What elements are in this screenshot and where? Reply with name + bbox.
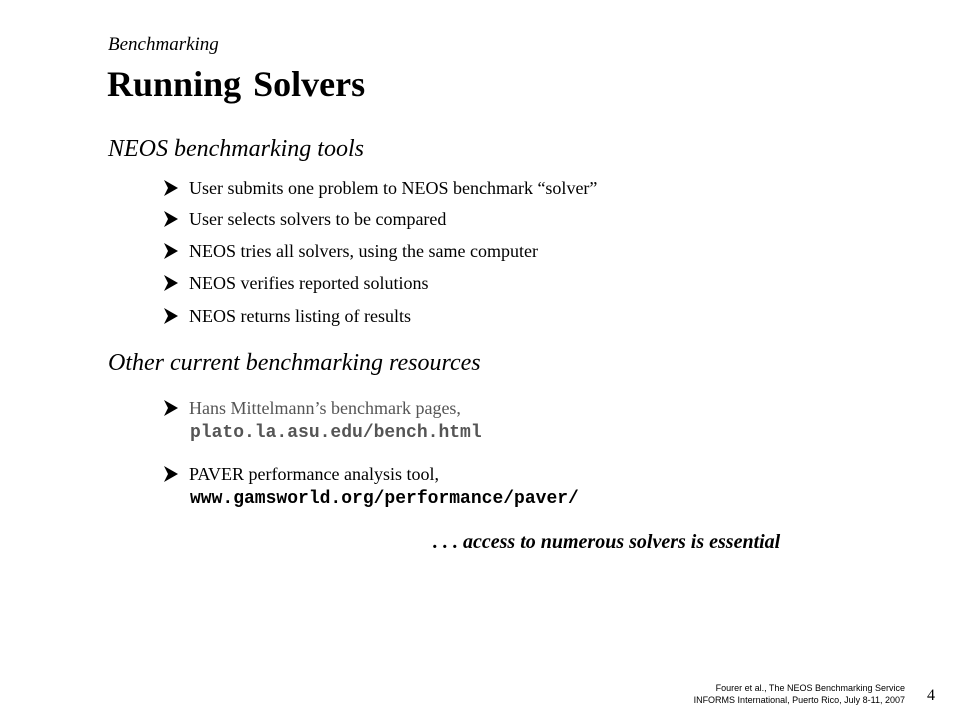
footer-citation [694, 682, 905, 706]
arrowhead-bullet-icon [163, 398, 179, 418]
bullet-text: NEOS tries all solvers, using the same computer [189, 241, 538, 261]
footer-line-1: Fourer et al., The NEOS Benchmarking Service [715, 683, 905, 693]
paver-link[interactable]: www.gamsworld.org/performance/paver/ [190, 489, 579, 509]
mittelmann-link[interactable]: plato.la.asu.edu/bench.html [190, 423, 482, 443]
slide-title: Running Solvers [107, 64, 366, 104]
arrowhead-bullet-icon [163, 306, 179, 326]
page-number: 4 [927, 687, 935, 704]
bullet-text: PAVER performance analysis tool, [189, 464, 439, 484]
arrowhead-bullet-icon [163, 178, 179, 198]
bullet-text: User selects solvers to be compared [189, 209, 447, 229]
section-heading-neos-tools: NEOS benchmarking tools [108, 136, 364, 162]
footer-line-2: INFORMS International, Puerto Rico, July 8-11, 2007 [693, 695, 905, 705]
bullet-text: Hans Mittelmann’s benchmark pages, [189, 398, 461, 418]
arrowhead-bullet-icon [163, 241, 179, 261]
slide-subtitle: Benchmarking [108, 34, 219, 55]
section-heading-other-resources: Other current benchmarking resources [108, 350, 481, 376]
arrowhead-bullet-icon [163, 273, 179, 293]
bullet-text: NEOS verifies reported solutions [189, 273, 429, 293]
conclusion-text: . . . access to numerous solvers is essential [433, 531, 781, 553]
bullet-text: NEOS returns listing of results [189, 306, 411, 326]
bullet-text: User submits one problem to NEOS benchmark “solver” [189, 178, 598, 198]
arrowhead-bullet-icon [163, 464, 179, 484]
arrowhead-bullet-icon [163, 209, 179, 229]
